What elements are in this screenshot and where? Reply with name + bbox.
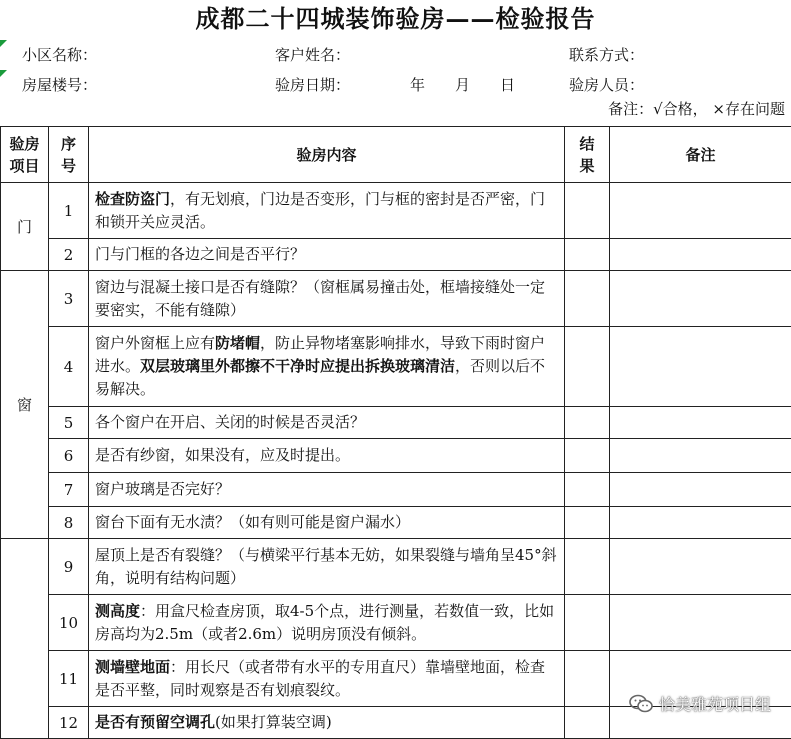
row-content xyxy=(89,439,565,473)
row-content xyxy=(89,473,565,507)
content-text: 窗户外窗框上应有 xyxy=(95,334,215,352)
content-text: 是否有纱窗，如果没有，应及时提出。 xyxy=(95,446,350,464)
table-row xyxy=(1,473,791,507)
content-text: ，否则以后不易解决。 xyxy=(95,357,545,398)
date-day: 日 xyxy=(500,74,515,95)
info-row-1 xyxy=(0,38,791,68)
content-emphasis: 是否有预留空调孔 xyxy=(95,713,215,731)
content-text: (如果打算装空调) xyxy=(215,713,332,731)
note-cell[interactable] xyxy=(610,595,791,651)
table-row xyxy=(1,507,791,539)
table-row xyxy=(1,183,791,239)
group-window: 窗 xyxy=(1,271,49,539)
cell-comment-marker xyxy=(0,40,7,47)
info-row-2 xyxy=(0,68,791,98)
row-seq: 1 xyxy=(49,183,89,239)
row-seq: 6 xyxy=(49,439,89,473)
row-seq: 4 xyxy=(49,327,89,407)
row-content xyxy=(89,327,565,407)
content-emphasis: 测高度 xyxy=(95,602,140,620)
row-content xyxy=(89,183,565,239)
row-content xyxy=(89,595,565,651)
table-header xyxy=(1,127,791,183)
cell-comment-marker xyxy=(0,70,7,77)
result-cell[interactable] xyxy=(565,707,610,739)
row-content xyxy=(89,651,565,707)
result-cell[interactable] xyxy=(565,651,610,707)
col-seq: 序号 xyxy=(49,127,89,183)
note-cell[interactable] xyxy=(610,407,791,439)
inspection-table xyxy=(0,126,791,739)
group-ceiling-wall xyxy=(1,539,49,739)
content-text: 各个窗户在开启、关闭的时候是否灵活？ xyxy=(95,413,365,431)
note-cell[interactable] xyxy=(610,539,791,595)
content-text: ：用盒尺检查房顶，取4-5个点，进行测量，若数值一致，比如房高均为2.5m（或者2.6m）说明房顶没有倾斜。 xyxy=(95,602,554,643)
table-row xyxy=(1,271,791,327)
result-cell[interactable] xyxy=(565,407,610,439)
row-seq: 9 xyxy=(49,539,89,595)
result-cell[interactable] xyxy=(565,507,610,539)
row-seq: 8 xyxy=(49,507,89,539)
contact-label: 联系方式： xyxy=(569,44,644,65)
row-seq: 12 xyxy=(49,707,89,739)
inspector-label: 验房人员： xyxy=(569,74,644,95)
content-emphasis: 防堵帽 xyxy=(215,334,260,352)
result-cell[interactable] xyxy=(565,183,610,239)
wechat-icon xyxy=(629,694,653,714)
row-seq: 2 xyxy=(49,239,89,271)
table-row xyxy=(1,327,791,407)
watermark-text: 恰美雅苑项目组 xyxy=(659,692,771,715)
row-seq: 5 xyxy=(49,407,89,439)
note-cell[interactable] xyxy=(610,183,791,239)
row-content xyxy=(89,539,565,595)
result-cell[interactable] xyxy=(565,271,610,327)
result-cell[interactable] xyxy=(565,439,610,473)
table-row xyxy=(1,595,791,651)
content-emphasis: 测墙壁地面 xyxy=(95,658,170,676)
content-text: ，有无划痕，门边是否变形，门与框的密封是否严密，门和锁开关应灵活。 xyxy=(95,190,545,231)
date-year: 年 xyxy=(410,74,425,95)
content-text: ：用长尺（或者带有水平的专用直尺）靠墙壁地面，检查是否平整，同时观察是否有划痕裂纹。 xyxy=(95,658,545,699)
result-cell[interactable] xyxy=(565,539,610,595)
watermark xyxy=(629,692,771,715)
result-cell[interactable] xyxy=(565,327,610,407)
content-text: 窗台下面有无水渍？（如有则可能是窗户漏水） xyxy=(95,513,410,531)
row-seq: 11 xyxy=(49,651,89,707)
note-cell[interactable] xyxy=(610,327,791,407)
row-content xyxy=(89,407,565,439)
result-cell[interactable] xyxy=(565,239,610,271)
report-title: 成都二十四城装饰验房——检验报告 xyxy=(0,0,791,36)
note-cell[interactable] xyxy=(610,239,791,271)
note-cell[interactable] xyxy=(610,271,791,327)
content-text: 窗户玻璃是否完好？ xyxy=(95,480,230,498)
content-text: 门与门框的各边之间是否平行？ xyxy=(95,245,305,263)
col-item: 验房项目 xyxy=(1,127,49,183)
row-content xyxy=(89,239,565,271)
col-note: 备注 xyxy=(610,127,791,183)
customer-label: 客户姓名： xyxy=(275,44,350,65)
content-text: 屋顶上是否有裂缝？（与横梁平行基本无妨，如果裂缝与墙角呈45°斜角，说明有结构问题） xyxy=(95,546,557,587)
content-text: 窗边与混凝土接口是否有缝隙？（窗框属易撞击处，框墙接缝处一定要密实，不能有缝隙） xyxy=(95,278,545,319)
col-result: 结果 xyxy=(565,127,610,183)
group-door: 门 xyxy=(1,183,49,271)
building-label: 房屋楼号： xyxy=(22,74,97,95)
table-row xyxy=(1,239,791,271)
result-cell[interactable] xyxy=(565,473,610,507)
col-content: 验房内容 xyxy=(89,127,565,183)
row-content xyxy=(89,707,565,739)
note-cell[interactable] xyxy=(610,439,791,473)
row-seq: 3 xyxy=(49,271,89,327)
note-cell[interactable] xyxy=(610,507,791,539)
result-cell[interactable] xyxy=(565,595,610,651)
content-emphasis: 双层玻璃里外都擦不干净时应提出拆换玻璃清洁 xyxy=(140,357,455,375)
date-label: 验房日期： xyxy=(275,74,350,95)
table-row xyxy=(1,539,791,595)
row-content xyxy=(89,507,565,539)
row-seq: 10 xyxy=(49,595,89,651)
content-text: ，防止异物堵塞影响排水，导致下雨时窗户进水。 xyxy=(95,334,545,375)
content-emphasis: 检查防盗门 xyxy=(95,190,170,208)
row-content xyxy=(89,271,565,327)
date-month: 月 xyxy=(455,74,470,95)
legend-note: 备注：√合格， ×存在问题 xyxy=(608,98,785,119)
community-label: 小区名称： xyxy=(22,44,97,65)
table-row xyxy=(1,407,791,439)
note-cell[interactable] xyxy=(610,473,791,507)
table-row xyxy=(1,439,791,473)
row-seq: 7 xyxy=(49,473,89,507)
